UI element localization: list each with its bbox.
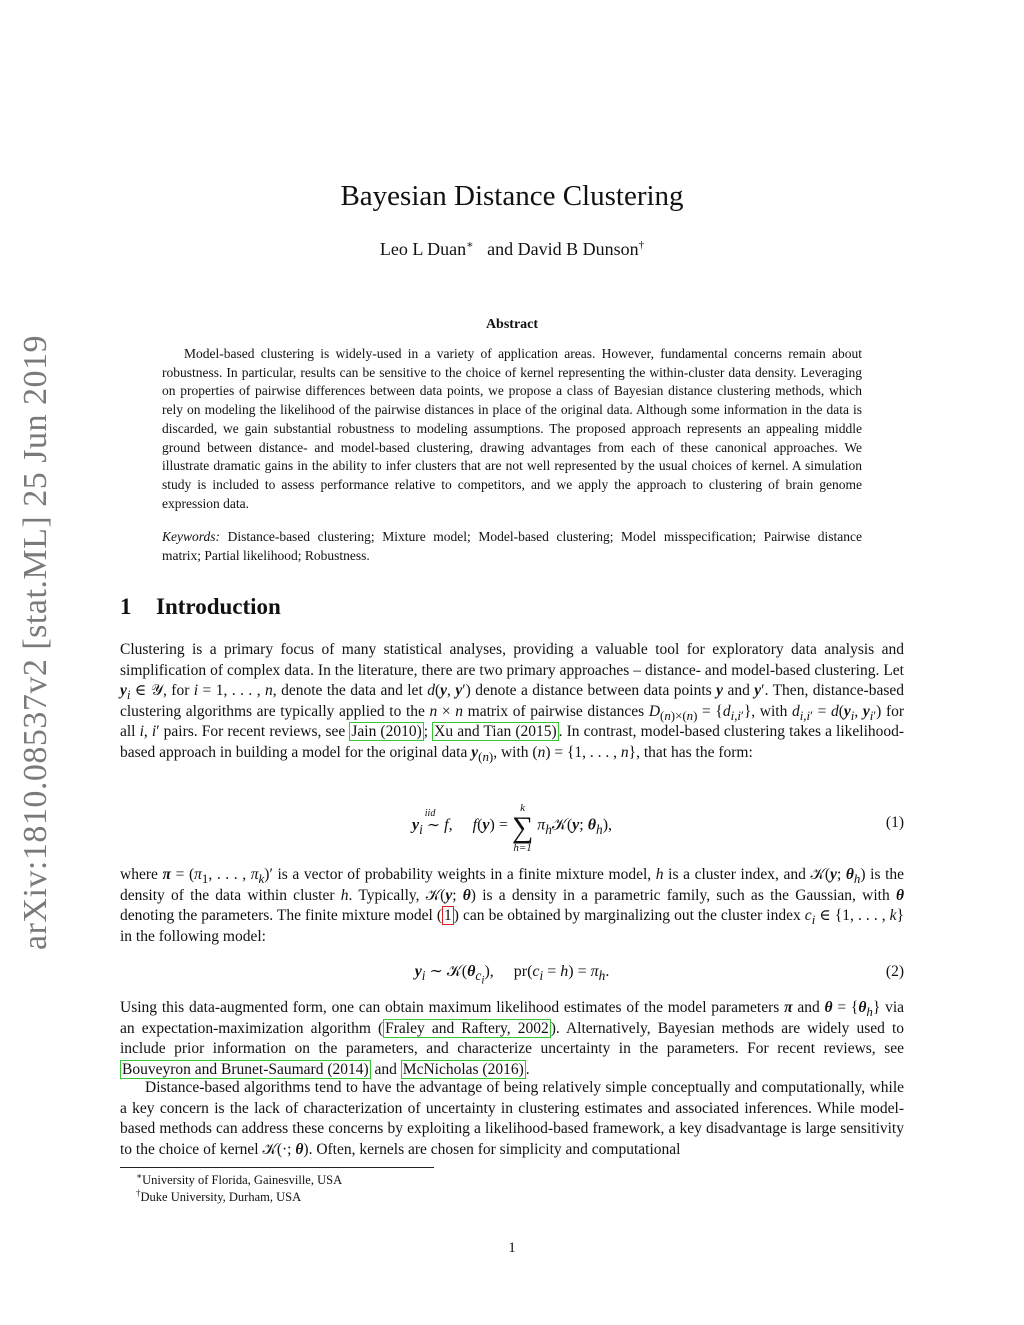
equation-1-reference[interactable]: 1 bbox=[444, 907, 452, 924]
equation-2-body: $y_i$ ∼ $𝒦(\theta_{c_i})$, $pr(c_i = h) = \pi_h$. bbox=[414, 963, 610, 987]
citation-xu-tian-2015[interactable]: Xu and Tian (2015) bbox=[434, 723, 557, 740]
author-dunson: and David B Dunson bbox=[487, 239, 639, 259]
footnote-rule bbox=[120, 1167, 434, 1168]
keywords-list: Distance-based clustering; Mixture model; Model-based clustering; Model misspecification; Pairwise distance matrix; Partial likelihood; Robustness. bbox=[162, 529, 862, 563]
equation-1-number: (1) bbox=[885, 814, 904, 831]
intro-paragraph-1: Clustering is a primary focus of many statistical analyses, providing a valuable tool for exploratory data analysis and simplification of complex data. In the literature, there are two primary approaches – distance- and model-based clustering. Let $y_i$ ∈ 𝒴, for i = 1, . . . , n, denote the data and let d(y, y′) denote a distance between data points y and y′. Then, distance-based clustering algorithms are typically applied to the n × n matrix of pairwise distances $D_{(n)\times(n)} = \{d_{i,i'}\}$, with $d_{i,i'} = d(y_i$, $y_{i'}$) for all i, i′ pairs. For recent reviews, see Jain (2010) ; Xu and Tian (2015) . In contrast, model-based clustering takes a likelihood-based approach in building a model for the original data $y_{(n)}$, with (n) = {1, . . . , n}, that has the form: bbox=[120, 641, 905, 764]
footnote-duke: †Duke University, Durham, USA bbox=[136, 1187, 302, 1204]
page-number: 1 bbox=[508, 1240, 516, 1256]
keywords-label: Keywords: bbox=[162, 529, 220, 544]
abstract-text: Model-based clustering is widely-used in a variety of application areas. However, fundamental concerns remain about robustness. In particular, results can be sensitive to the choice of kernel representing the within-cluster data density. Leveraging on properties of pairwise differences between data points, we propose a class of Bayesian distance clustering methods, which rely on modeling the likelihood of the pairwise distances in place of the original data. Although some information in the data is discarded, we gain substantial robustness to modeling assumptions. The proposed approach represents an appealing middle ground between distance- and model-based clustering, drawing advantages from each of these canonical approaches. We illustrate dramatic gains in the ability to infer clusters that are not well represented by the usual choices of kernel. A simulation study is included to assess performance relative to competitors, and we apply the approach to clustering of brain genome expression data. bbox=[162, 346, 862, 511]
keywords bbox=[162, 528, 862, 565]
intro-paragraph-4: Distance-based algorithms tend to have the advantage of being relatively simple conceptually and computationally, while a key concern is the lack of characterization of uncertainty in clustering estimates and associated inferences. While model-based methods can address these concerns by exploiting a likelihood-based framework, a key disadvantage is large sensitivity to the choice of kernel 𝒦(·; θ). Often, kernels are chosen for simplicity and computational bbox=[120, 1079, 904, 1158]
section-title: Introduction bbox=[156, 594, 281, 619]
author-dunson-footnote-mark[interactable]: † bbox=[638, 239, 645, 251]
section-heading-introduction bbox=[120, 594, 281, 620]
intro-paragraph-3: Using this data-augmented form, one can obtain maximum likelihood estimates of the model parameters π and $\theta = \{\theta_h\}$ via an expectation-maximization algorithm ( Fraley and Raftery, 2002 ). Alternatively, Bayesian methods are widely used to include prior information on the parameters, and characterize uncertainty in the parameters. For recent reviews, see Bouveyron and Brunet-Saumard (2014) and McNicholas (2016) . bbox=[120, 999, 905, 1078]
paper-title: Bayesian Distance Clustering bbox=[340, 180, 684, 212]
equation-2-number: (2) bbox=[885, 963, 904, 980]
equation-1 bbox=[120, 800, 904, 854]
abstract-heading: Abstract bbox=[485, 317, 539, 332]
footnote-florida: ∗University of Florida, Gainesville, USA bbox=[136, 1170, 343, 1187]
author-line bbox=[0, 236, 1024, 262]
author-duan-footnote-mark[interactable]: ∗ bbox=[466, 239, 474, 251]
citation-fraley-raftery-2002[interactable]: Fraley and Raftery, 2002 bbox=[385, 1019, 549, 1037]
equation-2 bbox=[120, 949, 904, 995]
equation-1-body: $y_i$ iid ∼ f, f(y) = k ∑ h=1 $\pi_h𝒦(y$; $\theta_h$), bbox=[411, 802, 613, 854]
citation-mcnicholas-2016[interactable]: McNicholas (2016) bbox=[402, 1060, 524, 1078]
intro-paragraph-2: where $\pi = (\pi_1$, . . . , $\pi_k)'$ is a vector of probability weights in a finite mixture model, h is a cluster index, and 𝒦(y; $\theta_h$) is the density of the data within cluster h. Typically, 𝒦(y; θ) is a density in a parametric family, such as the Gaussian, with θ denoting the parameters. The finite mixture model ( 1 ) can be obtained by marginalizing out the cluster index $c_i$ ∈ {1, . . . , k} in the following model: bbox=[120, 866, 905, 945]
author-duan: Leo L Duan bbox=[379, 239, 467, 259]
citation-bouveyron-2014[interactable]: Bouveyron and Brunet-Saumard (2014) bbox=[122, 1060, 369, 1078]
section-number: 1 bbox=[120, 594, 132, 619]
arxiv-identifier-stamp: arXiv:1810.08537v2 [stat.ML] 25 Jun 2019 bbox=[17, 335, 54, 950]
citation-jain-2010[interactable]: Jain (2010) bbox=[351, 723, 422, 740]
